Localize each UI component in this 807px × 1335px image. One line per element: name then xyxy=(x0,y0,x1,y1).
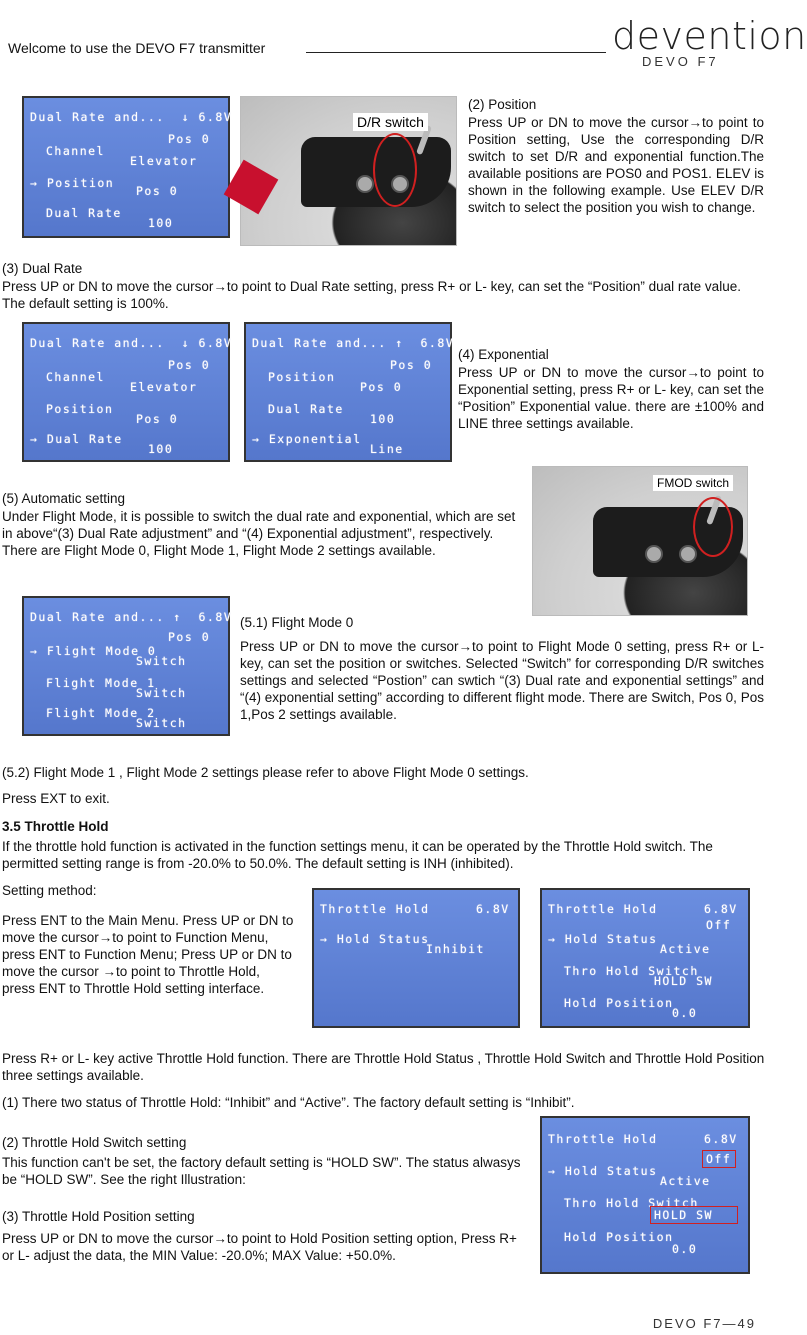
lcd-screen-throttle-switch xyxy=(540,1116,750,1274)
lcd-line: → Flight Mode 0 xyxy=(30,644,157,658)
transmitter-photo-fmod xyxy=(532,466,748,616)
lcd-line: Throttle Hold xyxy=(548,902,658,916)
lcd-line: Dual Rate xyxy=(268,402,344,416)
highlight-off-box xyxy=(702,1150,736,1168)
throttle-switch-text: This function can't be set, the factory default setting is “HOLD SW”. The status alwasys be “HOLD SW”. See the right Illustration: xyxy=(2,1155,521,1187)
lcd-line: Active xyxy=(660,942,711,956)
lcd-line: → Dual Rate xyxy=(30,432,123,446)
automatic-title: (5) Automatic setting xyxy=(2,491,126,506)
dr-switch-label: D/R switch xyxy=(353,113,428,131)
setting-method-text: Press ENT to the Main Menu. Press UP or DN to move the cursor→to point to Function Menu, press ENT to Function Menu; Press UP or DN to move the cursor →to point to Throttle Hold, press ENT to Throttle Hold setting interface. xyxy=(2,913,294,996)
exponential-title: (4) Exponential xyxy=(458,347,549,362)
lcd-line: 100 xyxy=(370,412,396,426)
position-text: Press UP or DN to move the cursor→to point to Position setting, Use the corresponding D/R switch to set D/R and exponential function.The available positions are POS0 and POS1. ELEV is shown in the following example. Use ELEV D/R switch to select the position you wish to change. xyxy=(468,115,764,215)
lcd-screen-exponential xyxy=(244,322,455,462)
lcd-line: Thro Hold Switch xyxy=(564,964,699,978)
lcd-line: Pos 0 xyxy=(168,630,211,644)
lcd-line: Pos 0 xyxy=(136,412,179,426)
lcd-line: Pos 0 xyxy=(168,358,211,372)
lcd-line: Line xyxy=(370,442,404,456)
lcd-line: Hold Position xyxy=(564,1230,674,1244)
lcd-line: → Hold Status xyxy=(320,932,430,946)
lcd-line: Off xyxy=(706,1152,732,1166)
lcd-screen-throttle-inhibit xyxy=(312,888,520,1028)
lcd-line: Pos 0 xyxy=(136,184,179,198)
lcd-line: Switch xyxy=(136,654,187,668)
lcd-line: Switch xyxy=(136,686,187,700)
lcd-line: Flight Mode 1 xyxy=(46,676,156,690)
highlight-holdsw-box xyxy=(650,1206,738,1224)
lcd-line: 6.8V xyxy=(476,902,510,916)
lcd-line: 6.8V xyxy=(704,1132,738,1146)
lcd-line: Inhibit xyxy=(426,942,485,956)
lcd-screen-flight-mode xyxy=(22,596,233,736)
lcd-line: → Hold Status xyxy=(548,1164,658,1178)
lcd-line: Throttle Hold xyxy=(548,1132,658,1146)
lcd-line: Position xyxy=(46,402,114,416)
flight-mode12-text: (5.2) Flight Mode 1 , Flight Mode 2 settings please refer to above Flight Mode 0 settings. xyxy=(2,765,529,780)
lcd-line: Dual Rate and... ↑ 6.8V xyxy=(30,610,233,624)
welcome-title: Welcome to use the DEVO F7 transmitter xyxy=(8,40,266,56)
position-title: (2) Position xyxy=(468,97,537,112)
lcd-line: 0.0 xyxy=(672,1006,698,1020)
brand-wordmark: devention xyxy=(612,14,807,58)
lcd-screen-throttle-active xyxy=(540,888,750,1028)
lcd-line: Hold Position xyxy=(564,996,674,1010)
throttle-intro: If the throttle hold function is activated in the function settings menu, it can be operated by the Throttle Hold switch. The permitted setting range is from -20.0% to 50.0%. The default setting is INH (inhibited). xyxy=(2,839,713,871)
page-footer: DEVO F7—49 xyxy=(652,1316,756,1331)
dual-rate-title: (3) Dual Rate xyxy=(2,261,83,276)
flight-mode0-text: Press UP or DN to move the cursor→to point to Flight Mode 0 setting, press R+ or L- key, can set the position or switches. Selected “Switch” for corresponding D/R switches settings and selected “Postion” can swtich “(3) Dual rate and exponential settings” and “(4) exponential setting” according to different flight mode. There are Switch, Pos 0, Pos 1,Pos 2 settings available. xyxy=(240,639,764,722)
lcd-line: 6.8V xyxy=(704,902,738,916)
lcd-line: → Exponential xyxy=(252,432,362,446)
lcd-line: Elevator xyxy=(130,154,198,168)
lcd-line: Channel xyxy=(46,144,105,158)
lcd-line: Dual Rate xyxy=(46,206,122,220)
brand-model: DEVO F7 xyxy=(642,54,719,69)
exit-text: Press EXT to exit. xyxy=(2,791,110,806)
throttle-switch-title: (2) Throttle Hold Switch setting xyxy=(2,1135,187,1150)
lcd-line: Position xyxy=(268,370,336,384)
lcd-line: HOLD SW xyxy=(654,1208,713,1222)
lcd-line: 0.0 xyxy=(672,1242,698,1256)
lcd-line: HOLD SW xyxy=(654,974,713,988)
throttle-active-text: Press R+ or L- key active Throttle Hold function. There are Throttle Hold Status , Throttle Hold Switch and Throttle Hold Position three settings available. xyxy=(2,1051,765,1083)
lcd-line: Dual Rate and... ↓ 6.8V xyxy=(30,110,233,124)
lcd-line: Pos 0 xyxy=(168,132,211,146)
lcd-line: Thro Hold Switch xyxy=(564,1196,699,1210)
lcd-line: → Position xyxy=(30,176,115,190)
lcd-line: → Hold Status xyxy=(548,932,658,946)
throttle-position-text: Press UP or DN to move the cursor→to point to Hold Position setting option, Press R+ or L- adjust the data, the MIN Value: -20.0%; MAX Value: +50.0%. xyxy=(2,1231,517,1263)
lcd-line: Dual Rate and... ↑ 6.8V xyxy=(252,336,455,350)
lcd-screen-dual-rate xyxy=(22,322,233,462)
brand-logo xyxy=(612,2,807,72)
throttle-position-title: (3) Throttle Hold Position setting xyxy=(2,1209,195,1224)
lcd-line: Pos 0 xyxy=(360,380,403,394)
throttle-hold-title: 3.5 Throttle Hold xyxy=(2,819,109,834)
dual-rate-text: Press UP or DN to move the cursor→to point to Dual Rate setting, press R+ or L- key, can set the “Position” dual rate value. The default setting is 100%. xyxy=(2,279,741,311)
header-divider xyxy=(306,52,606,53)
exponential-text: Press UP or DN to move the cursor→to point to Exponential setting, press R+ or L- key, can set the “Position” Exponential value. there are ±100% and LINE three settings available. xyxy=(458,365,764,431)
flight-mode0-title: (5.1) Flight Mode 0 xyxy=(240,615,354,630)
lcd-line: Switch xyxy=(136,716,187,730)
lcd-line: Dual Rate and... ↓ 6.8V xyxy=(30,336,233,350)
throttle-status-text: (1) There two status of Throttle Hold: “Inhibit” and “Active”. The factory default setting is “Inhibit”. xyxy=(2,1095,575,1110)
setting-method-title: Setting method: xyxy=(2,883,97,898)
automatic-text: Under Flight Mode, it is possible to switch the dual rate and exponential, which are set in above“(3) Dual Rate adjustment” and “(4) Exponential adjustment”, respectively. There are Flight Mode 0, Flight Mode 1, Flight Mode 2 settings available. xyxy=(2,509,516,558)
lcd-line: Active xyxy=(660,1174,711,1188)
lcd-line: Pos 0 xyxy=(390,358,433,372)
lcd-screen-position xyxy=(22,96,233,238)
fmod-switch-label: FMOD switch xyxy=(653,475,733,491)
lcd-line: Elevator xyxy=(130,380,198,394)
lcd-line: Channel xyxy=(46,370,105,384)
lcd-line: 100 xyxy=(148,442,174,456)
lcd-line: Flight Mode 2 xyxy=(46,706,156,720)
transmitter-photo-dr xyxy=(240,96,457,246)
lcd-line: Off xyxy=(706,918,732,932)
lcd-line: 100 xyxy=(148,216,174,230)
lcd-line: Throttle Hold xyxy=(320,902,430,916)
